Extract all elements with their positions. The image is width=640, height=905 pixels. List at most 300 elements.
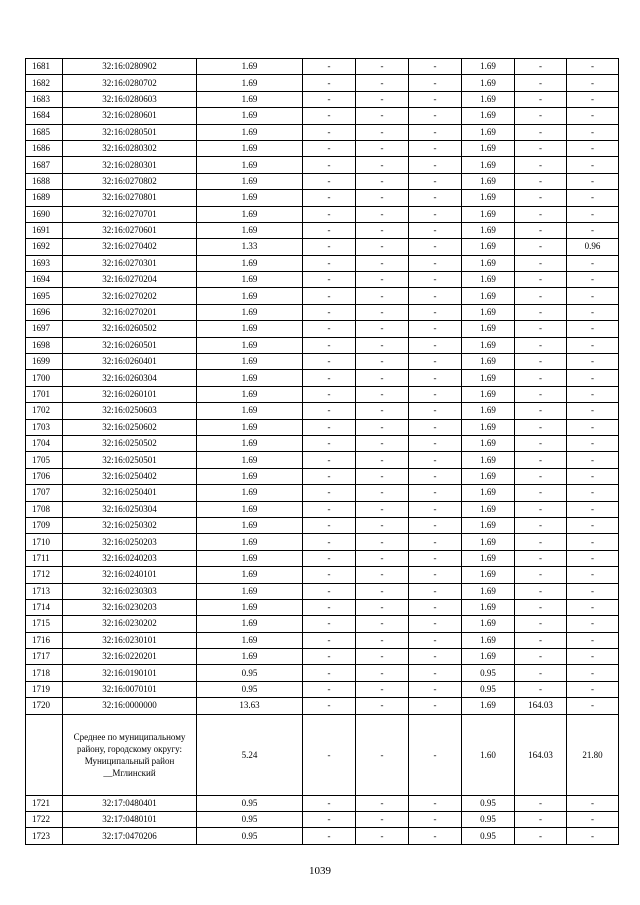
cadastral-cell: 32:16:0260502 xyxy=(63,321,197,337)
value-cell: - xyxy=(356,222,409,238)
value-cell: 1.69 xyxy=(197,140,303,156)
table-row xyxy=(26,435,619,451)
value-cell: - xyxy=(356,173,409,189)
cadastral-cell: 32:17:0470206 xyxy=(63,828,197,844)
value-cell: - xyxy=(356,190,409,206)
value-cell: 0.95 xyxy=(462,828,515,844)
value-cell: - xyxy=(409,239,462,255)
value-cell: - xyxy=(409,812,462,828)
cadastral-cell: 32:16:0070101 xyxy=(63,681,197,697)
table-row xyxy=(26,206,619,222)
value-cell: - xyxy=(356,616,409,632)
value-cell: 1.69 xyxy=(462,649,515,665)
value-cell: - xyxy=(515,354,567,370)
table-row xyxy=(26,534,619,550)
value-cell: - xyxy=(409,304,462,320)
value-cell: - xyxy=(409,59,462,75)
value-cell: - xyxy=(409,599,462,615)
value-cell: - xyxy=(356,795,409,811)
value-cell: - xyxy=(303,140,356,156)
value-cell: - xyxy=(515,108,567,124)
value-cell: - xyxy=(356,583,409,599)
table-row xyxy=(26,665,619,681)
value-cell: - xyxy=(303,681,356,697)
value-cell: - xyxy=(515,124,567,140)
table-row xyxy=(26,583,619,599)
value-cell: - xyxy=(567,370,619,386)
row-number-cell: 1698 xyxy=(26,337,63,353)
value-cell: 1.69 xyxy=(197,583,303,599)
value-cell: 164.03 xyxy=(515,698,567,714)
value-cell: - xyxy=(515,501,567,517)
value-cell: - xyxy=(409,354,462,370)
value-cell: - xyxy=(567,632,619,648)
value-cell: - xyxy=(303,304,356,320)
row-number-cell: 1710 xyxy=(26,534,63,550)
value-cell: - xyxy=(567,550,619,566)
value-cell: - xyxy=(567,354,619,370)
table-row xyxy=(26,698,619,714)
value-cell: - xyxy=(409,370,462,386)
value-cell: - xyxy=(515,288,567,304)
value-cell: - xyxy=(409,190,462,206)
table-row xyxy=(26,108,619,124)
value-cell: 1.69 xyxy=(462,370,515,386)
value-cell: - xyxy=(303,59,356,75)
value-cell: 1.69 xyxy=(197,272,303,288)
value-cell: - xyxy=(409,665,462,681)
value-cell: - xyxy=(409,567,462,583)
value-cell: - xyxy=(303,616,356,632)
row-number-cell: 1697 xyxy=(26,321,63,337)
value-cell: 164.03 xyxy=(515,714,567,795)
value-cell: 1.69 xyxy=(197,321,303,337)
cadastral-cell: 32:16:0220201 xyxy=(63,649,197,665)
value-cell: - xyxy=(303,239,356,255)
value-cell: - xyxy=(409,91,462,107)
row-number-cell: 1703 xyxy=(26,419,63,435)
row-number-cell: 1716 xyxy=(26,632,63,648)
table-row xyxy=(26,190,619,206)
value-cell: - xyxy=(356,501,409,517)
row-number-cell: 1706 xyxy=(26,468,63,484)
value-cell: 1.69 xyxy=(197,304,303,320)
row-number-cell: 1707 xyxy=(26,485,63,501)
value-cell: - xyxy=(567,59,619,75)
cadastral-cell: 32:16:0250603 xyxy=(63,403,197,419)
table-row xyxy=(26,288,619,304)
value-cell: 1.69 xyxy=(197,370,303,386)
value-cell: 1.69 xyxy=(462,173,515,189)
value-cell: - xyxy=(409,108,462,124)
value-cell: - xyxy=(303,157,356,173)
row-number-cell: 1713 xyxy=(26,583,63,599)
value-cell: - xyxy=(303,714,356,795)
value-cell: - xyxy=(567,255,619,271)
value-cell: 1.69 xyxy=(197,632,303,648)
cadastral-cell: 32:16:0250401 xyxy=(63,485,197,501)
table-row xyxy=(26,255,619,271)
value-cell: - xyxy=(356,828,409,844)
value-cell: - xyxy=(567,435,619,451)
value-cell: - xyxy=(356,485,409,501)
value-cell: - xyxy=(567,567,619,583)
table-row xyxy=(26,419,619,435)
value-cell: - xyxy=(567,173,619,189)
table-row xyxy=(26,124,619,140)
value-cell: - xyxy=(515,616,567,632)
row-number-cell: 1702 xyxy=(26,403,63,419)
value-cell: - xyxy=(303,272,356,288)
value-cell: - xyxy=(567,795,619,811)
value-cell: 1.69 xyxy=(462,206,515,222)
value-cell: - xyxy=(515,59,567,75)
value-cell: - xyxy=(356,354,409,370)
value-cell: 1.69 xyxy=(462,435,515,451)
table-row xyxy=(26,304,619,320)
value-cell: 1.69 xyxy=(462,75,515,91)
value-cell: - xyxy=(356,304,409,320)
row-number-cell: 1720 xyxy=(26,698,63,714)
cadastral-cell: 32:16:0260304 xyxy=(63,370,197,386)
value-cell: - xyxy=(303,665,356,681)
cadastral-cell: 32:16:0270801 xyxy=(63,190,197,206)
value-cell: 0.96 xyxy=(567,239,619,255)
value-cell: 1.69 xyxy=(197,468,303,484)
value-cell: - xyxy=(567,583,619,599)
value-cell: 1.69 xyxy=(462,190,515,206)
value-cell: 1.69 xyxy=(462,534,515,550)
value-cell: - xyxy=(409,714,462,795)
value-cell: - xyxy=(409,485,462,501)
value-cell: 1.69 xyxy=(462,386,515,402)
row-number-cell: 1715 xyxy=(26,616,63,632)
row-number-cell: 1685 xyxy=(26,124,63,140)
row-number-cell: 1712 xyxy=(26,567,63,583)
table-row xyxy=(26,517,619,533)
row-number-cell: 1695 xyxy=(26,288,63,304)
cadastral-cell: 32:16:0240203 xyxy=(63,550,197,566)
row-number-cell xyxy=(26,714,63,795)
value-cell: 1.69 xyxy=(462,157,515,173)
value-cell: - xyxy=(567,534,619,550)
value-cell: - xyxy=(303,550,356,566)
value-cell: - xyxy=(567,403,619,419)
value-cell: 1.69 xyxy=(462,517,515,533)
value-cell: - xyxy=(303,698,356,714)
row-number-cell: 1683 xyxy=(26,91,63,107)
row-number-cell: 1705 xyxy=(26,452,63,468)
cadastral-cell: 32:16:0230202 xyxy=(63,616,197,632)
value-cell: - xyxy=(303,583,356,599)
value-cell: - xyxy=(515,550,567,566)
value-cell: 1.69 xyxy=(197,124,303,140)
value-cell: - xyxy=(303,75,356,91)
value-cell: - xyxy=(567,419,619,435)
value-cell: - xyxy=(515,681,567,697)
row-number-cell: 1711 xyxy=(26,550,63,566)
value-cell: - xyxy=(515,255,567,271)
value-cell: 1.69 xyxy=(462,354,515,370)
table-row xyxy=(26,452,619,468)
value-cell: 1.69 xyxy=(197,419,303,435)
value-cell: - xyxy=(409,75,462,91)
value-cell: - xyxy=(515,419,567,435)
value-cell: - xyxy=(409,222,462,238)
value-cell: - xyxy=(567,91,619,107)
row-number-cell: 1688 xyxy=(26,173,63,189)
value-cell: - xyxy=(303,370,356,386)
value-cell: - xyxy=(515,272,567,288)
table-row xyxy=(26,370,619,386)
value-cell: 1.69 xyxy=(197,108,303,124)
row-number-cell: 1682 xyxy=(26,75,63,91)
cadastral-cell: 32:16:0280601 xyxy=(63,108,197,124)
row-number-cell: 1718 xyxy=(26,665,63,681)
value-cell: 13.63 xyxy=(197,698,303,714)
row-number-cell: 1701 xyxy=(26,386,63,402)
value-cell: 1.69 xyxy=(197,222,303,238)
value-cell: - xyxy=(515,534,567,550)
value-cell: - xyxy=(515,75,567,91)
value-cell: - xyxy=(303,288,356,304)
value-cell: 1.69 xyxy=(197,435,303,451)
cadastral-cell: 32:16:0230101 xyxy=(63,632,197,648)
value-cell: - xyxy=(303,321,356,337)
table-row xyxy=(26,386,619,402)
value-cell: - xyxy=(409,124,462,140)
row-number-cell: 1722 xyxy=(26,812,63,828)
value-cell: - xyxy=(303,173,356,189)
value-cell: - xyxy=(515,649,567,665)
value-cell: - xyxy=(567,812,619,828)
value-cell: - xyxy=(303,386,356,402)
cadastral-cell: 32:16:0000000 xyxy=(63,698,197,714)
value-cell: - xyxy=(409,681,462,697)
cadastral-cell: 32:16:0280902 xyxy=(63,59,197,75)
value-cell: - xyxy=(356,517,409,533)
table-row xyxy=(26,173,619,189)
value-cell: 0.95 xyxy=(197,665,303,681)
value-cell: 1.69 xyxy=(462,616,515,632)
value-cell: 1.69 xyxy=(197,337,303,353)
value-cell: - xyxy=(356,419,409,435)
value-cell: 1.69 xyxy=(462,567,515,583)
value-cell: - xyxy=(567,599,619,615)
value-cell: - xyxy=(356,140,409,156)
row-number-cell: 1709 xyxy=(26,517,63,533)
value-cell: 0.95 xyxy=(197,812,303,828)
value-cell: 1.69 xyxy=(462,272,515,288)
cadastral-cell: 32:16:0250203 xyxy=(63,534,197,550)
value-cell: 1.69 xyxy=(197,190,303,206)
value-cell: - xyxy=(303,255,356,271)
value-cell: - xyxy=(356,468,409,484)
value-cell: 1.69 xyxy=(197,157,303,173)
table-row xyxy=(26,681,619,697)
cadastral-cell: 32:16:0270701 xyxy=(63,206,197,222)
row-number-cell: 1691 xyxy=(26,222,63,238)
value-cell: - xyxy=(515,157,567,173)
value-cell: 1.69 xyxy=(197,517,303,533)
value-cell: 0.95 xyxy=(197,828,303,844)
value-cell: - xyxy=(409,616,462,632)
value-cell: 1.69 xyxy=(462,403,515,419)
value-cell: 1.69 xyxy=(462,108,515,124)
value-cell: 1.69 xyxy=(462,632,515,648)
value-cell: - xyxy=(409,403,462,419)
value-cell: - xyxy=(567,649,619,665)
value-cell: - xyxy=(356,812,409,828)
value-cell: - xyxy=(303,468,356,484)
cadastral-cell: 32:16:0250302 xyxy=(63,517,197,533)
table-row xyxy=(26,567,619,583)
row-number-cell: 1723 xyxy=(26,828,63,844)
value-cell: - xyxy=(567,698,619,714)
cadastral-cell: 32:16:0270201 xyxy=(63,304,197,320)
value-cell: - xyxy=(515,337,567,353)
value-cell: - xyxy=(567,272,619,288)
value-cell: - xyxy=(409,140,462,156)
row-number-cell: 1687 xyxy=(26,157,63,173)
value-cell: - xyxy=(356,272,409,288)
value-cell: - xyxy=(356,157,409,173)
value-cell: - xyxy=(515,370,567,386)
value-cell: 1.69 xyxy=(462,304,515,320)
value-cell: - xyxy=(409,206,462,222)
value-cell: - xyxy=(567,304,619,320)
cadastral-cell: 32:16:0280301 xyxy=(63,157,197,173)
value-cell: - xyxy=(409,173,462,189)
value-cell: - xyxy=(356,403,409,419)
table-row xyxy=(26,550,619,566)
value-cell: - xyxy=(567,75,619,91)
value-cell: - xyxy=(515,517,567,533)
value-cell: 1.69 xyxy=(462,419,515,435)
value-cell: - xyxy=(567,206,619,222)
value-cell: - xyxy=(356,337,409,353)
table-row xyxy=(26,239,619,255)
value-cell: 0.95 xyxy=(462,812,515,828)
value-cell: - xyxy=(515,239,567,255)
row-number-cell: 1689 xyxy=(26,190,63,206)
value-cell: - xyxy=(567,337,619,353)
table-row xyxy=(26,354,619,370)
row-number-cell: 1708 xyxy=(26,501,63,517)
value-cell: - xyxy=(303,485,356,501)
value-cell: - xyxy=(515,403,567,419)
value-cell: - xyxy=(515,435,567,451)
value-cell: - xyxy=(409,795,462,811)
table-row xyxy=(26,795,619,811)
value-cell: - xyxy=(303,632,356,648)
row-number-cell: 1699 xyxy=(26,354,63,370)
value-cell: - xyxy=(356,567,409,583)
value-cell: - xyxy=(567,288,619,304)
value-cell: 1.69 xyxy=(462,583,515,599)
value-cell: - xyxy=(303,190,356,206)
value-cell: - xyxy=(303,337,356,353)
value-cell: 0.95 xyxy=(197,681,303,697)
value-cell: - xyxy=(409,468,462,484)
value-cell: - xyxy=(567,157,619,173)
value-cell: - xyxy=(567,681,619,697)
value-cell: - xyxy=(567,190,619,206)
value-cell: - xyxy=(567,108,619,124)
cadastral-cell: 32:16:0270204 xyxy=(63,272,197,288)
value-cell: - xyxy=(303,91,356,107)
value-cell: - xyxy=(515,206,567,222)
row-number-cell: 1693 xyxy=(26,255,63,271)
value-cell: - xyxy=(409,550,462,566)
value-cell: - xyxy=(356,632,409,648)
value-cell: - xyxy=(409,632,462,648)
value-cell: - xyxy=(356,255,409,271)
value-cell: - xyxy=(515,190,567,206)
cadastral-cell: 32:16:0280302 xyxy=(63,140,197,156)
cadastral-cell: 32:16:0230203 xyxy=(63,599,197,615)
value-cell: - xyxy=(515,599,567,615)
value-cell: - xyxy=(356,288,409,304)
value-cell: - xyxy=(567,468,619,484)
table-row xyxy=(26,403,619,419)
value-cell: - xyxy=(356,59,409,75)
cadastral-cell: 32:16:0250402 xyxy=(63,468,197,484)
value-cell: - xyxy=(567,501,619,517)
value-cell: - xyxy=(409,828,462,844)
value-cell: - xyxy=(567,517,619,533)
value-cell: - xyxy=(303,812,356,828)
cadastral-cell: 32:16:0280501 xyxy=(63,124,197,140)
table-row xyxy=(26,616,619,632)
value-cell: 1.69 xyxy=(462,698,515,714)
row-number-cell: 1721 xyxy=(26,795,63,811)
summary-row xyxy=(26,714,619,795)
row-number-cell: 1714 xyxy=(26,599,63,615)
value-cell: 0.95 xyxy=(197,795,303,811)
value-cell: - xyxy=(515,795,567,811)
value-cell: 1.69 xyxy=(197,59,303,75)
value-cell: 1.69 xyxy=(197,649,303,665)
value-cell: 1.69 xyxy=(462,599,515,615)
value-cell: - xyxy=(303,206,356,222)
value-cell: 1.69 xyxy=(462,501,515,517)
value-cell: - xyxy=(409,534,462,550)
value-cell: - xyxy=(409,321,462,337)
table-row xyxy=(26,812,619,828)
value-cell: 1.69 xyxy=(197,501,303,517)
row-number-cell: 1700 xyxy=(26,370,63,386)
value-cell: - xyxy=(515,812,567,828)
value-cell: 1.69 xyxy=(462,124,515,140)
value-cell: 1.69 xyxy=(462,239,515,255)
cadastral-cell: 32:16:0270202 xyxy=(63,288,197,304)
value-cell: 1.69 xyxy=(197,386,303,402)
value-cell: 1.69 xyxy=(197,485,303,501)
value-cell: 0.95 xyxy=(462,665,515,681)
value-cell: 1.69 xyxy=(462,485,515,501)
value-cell: - xyxy=(356,75,409,91)
value-cell: - xyxy=(409,698,462,714)
value-cell: - xyxy=(356,386,409,402)
value-cell: - xyxy=(356,108,409,124)
value-cell: - xyxy=(303,649,356,665)
value-cell: - xyxy=(567,124,619,140)
value-cell: - xyxy=(356,452,409,468)
table-row xyxy=(26,272,619,288)
value-cell: - xyxy=(356,665,409,681)
value-cell: - xyxy=(515,567,567,583)
